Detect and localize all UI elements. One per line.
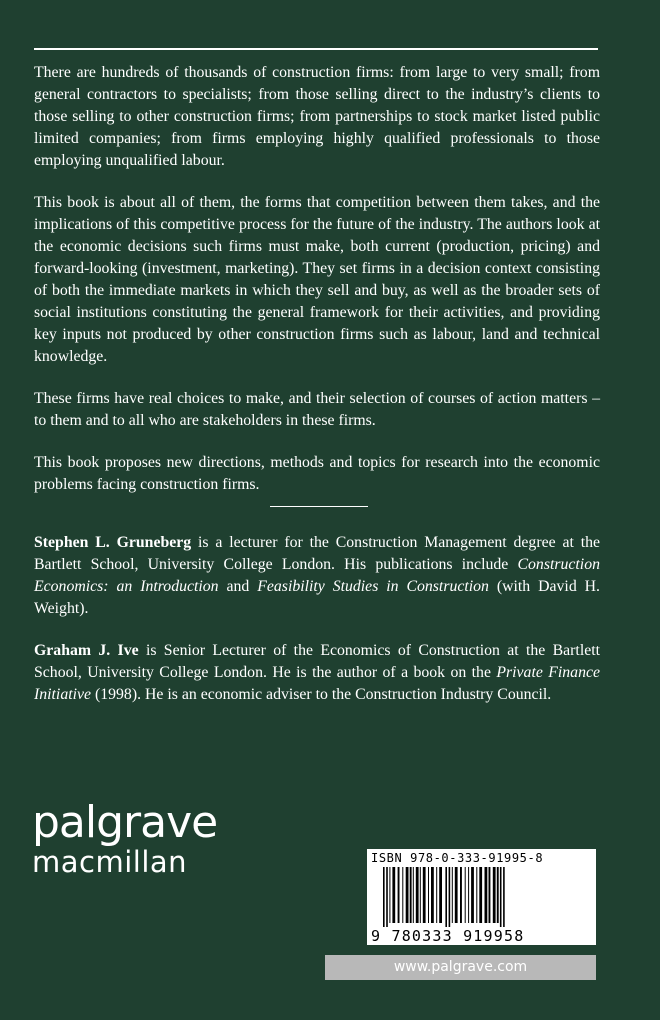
barcode-bar — [383, 867, 385, 927]
bio-text: (with David H. Weight). — [34, 578, 600, 617]
description-paragraph-4: This book proposes new directions, methods and topics for research into the economic problems facing construction firms. — [34, 454, 600, 493]
bio-text: (1998). He is an economic adviser to the Construction Industry Council. — [91, 686, 552, 703]
author-bio-gruneberg — [34, 532, 600, 620]
barcode-bar — [398, 867, 400, 923]
isbn-barcode — [367, 849, 596, 945]
description-paragraph-2: This book is about all of them, the forms that competition between them takes, and the implications of this competitive process for the future of the industry. The authors look at the economic decisions such firms must make, both current (production, pricing) and forward-looking (investment, marketing). They set firms in a decision context consisting of both the immediate markets in which they sell and buy, as well as the broader sets of social institutions constituting the general framework for their activities, and providing key inputs not produced by other construction firms such as labour, land and technical knowledge. — [34, 194, 600, 365]
bio-text: is a lecturer for the Construction Management degree at the Bartlett School, University College London. His publications include — [34, 534, 600, 573]
barcode-bar — [493, 867, 496, 923]
isbn-label: ISBN 978-0-333-91995-8 — [371, 851, 544, 865]
section-divider — [270, 506, 368, 507]
description-paragraph-1: There are hundreds of thousands of construction firms: from large to very small; from general contractors to specialists; from those selling direct to the industry’s clients to those selling to other construction firms; from partnerships to stock market listed public limited companies; from firms employing highly qualified professionals to those employing unqualified labour. — [34, 64, 600, 169]
barcode-bar — [386, 867, 388, 927]
logo-palgrave: palgrave — [32, 797, 218, 848]
barcode-bar — [503, 867, 505, 927]
barcode-bar — [423, 867, 426, 923]
barcode-bar — [436, 867, 437, 923]
publisher-url[interactable]: www.palgrave.com — [325, 955, 596, 980]
barcode-bar — [428, 867, 429, 923]
barcode-bar — [402, 867, 403, 923]
barcode-bar — [468, 867, 469, 923]
ean-digits: 9 780333 919958 — [371, 927, 525, 945]
barcode-bar — [489, 867, 491, 923]
barcode-bar — [392, 867, 395, 923]
barcode-bar — [416, 867, 419, 923]
book-title: Private Finance Initiative — [34, 664, 600, 703]
barcode-bar — [420, 867, 421, 923]
barcode-bar — [452, 867, 453, 923]
barcode-bar — [476, 867, 477, 923]
logo-macmillan: macmillan — [32, 845, 188, 879]
description-paragraph-3: These firms have real choices to make, and their selection of courses of action matters – to them and to all who are stakeholders in these firms. — [34, 390, 600, 429]
author-name: Stephen L. Gruneberg — [34, 534, 192, 551]
barcode-bar — [455, 867, 458, 923]
book-title: Feasibility Studies in Construction — [257, 578, 489, 595]
author-name: Graham J. Ive — [34, 642, 139, 659]
barcode-bar — [445, 867, 447, 927]
barcode-bar — [471, 867, 474, 923]
barcode-bar — [449, 867, 451, 927]
author-bio-ive — [34, 640, 600, 706]
palgrave-macmillan-logo — [32, 797, 218, 879]
author-bios — [34, 532, 600, 726]
book-title: Construction Economics: an Introduction — [34, 556, 600, 595]
barcode-bar — [485, 867, 488, 923]
barcode-bar — [439, 867, 442, 923]
bio-text: and — [218, 578, 258, 595]
barcode-bar — [460, 867, 462, 923]
barcode-bar — [465, 867, 466, 923]
bio-text: is Senior Lecturer of the Economics of Construction at the Bartlett School, University College London. He is the author of a book on the — [34, 642, 600, 681]
barcode-bar — [406, 867, 409, 923]
barcode-bar — [497, 867, 499, 923]
barcode-bar — [413, 867, 414, 923]
top-divider — [34, 48, 598, 50]
barcode-bar — [431, 867, 434, 923]
barcode-bar — [479, 867, 482, 923]
book-description — [34, 62, 600, 516]
barcode-bars-icon — [383, 867, 583, 927]
barcode-bar — [389, 867, 390, 923]
barcode-bar — [410, 867, 412, 923]
barcode-bar — [500, 867, 502, 927]
